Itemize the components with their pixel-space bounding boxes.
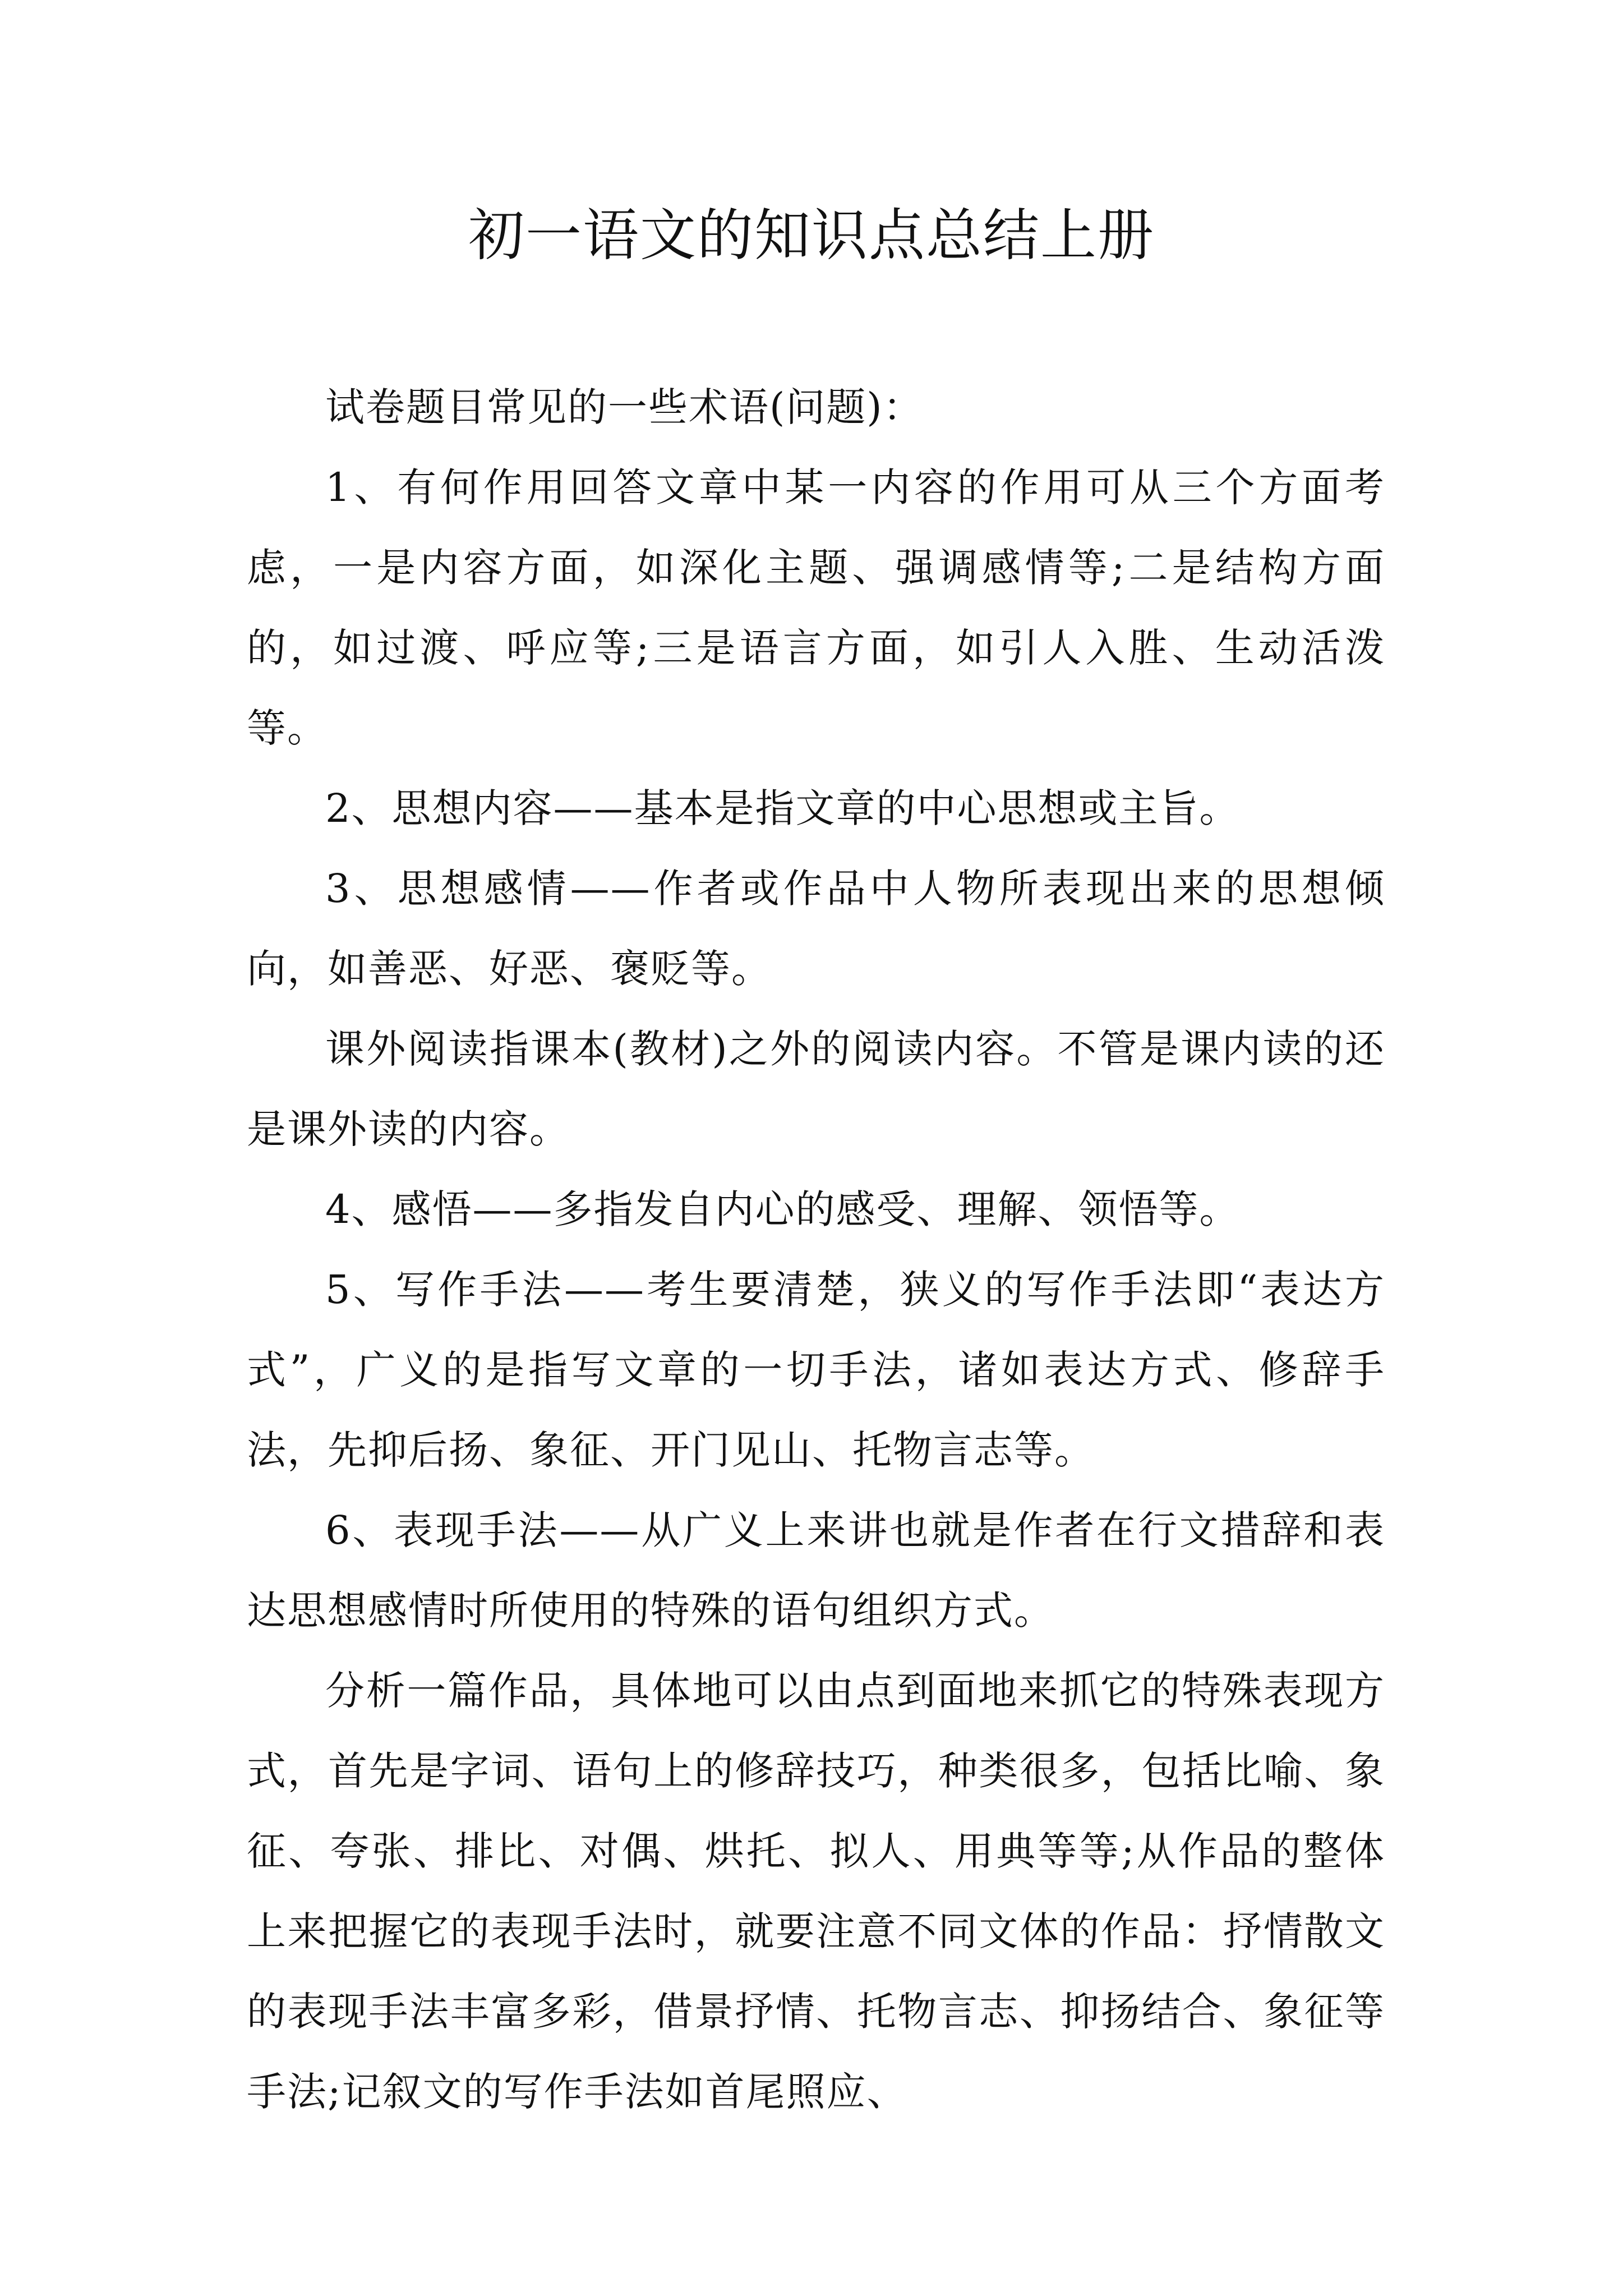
paragraph: 5、写作手法——考生要清楚，狭义的写作手法即“表达方式”，广义的是指写文章的一切手法，诸如表达方式、修辞手法，先抑后扬、象征、开门见山、托物言志等。 bbox=[247, 1267, 1385, 1473]
paragraph: 6、表现手法——从广义上来讲也就是作者在行文措辞和表达思想感情时所使用的特殊的语句组织方式。 bbox=[247, 1507, 1385, 1634]
paragraph: 分析一篇作品，具体地可以由点到面地来抓它的特殊表现方式，首先是字词、语句上的修辞技巧，种类很多，包括比喻、象征、夸张、排比、对偶、烘托、拟人、用典等等;从作品的整体上来把握它的表现手法时，就要注意不同文体的作品：抒情散文的表现手法丰富多彩，借景抒情、托物言志、抑扬结合、象征等手法;记叙文的写作手法如首尾照应、 bbox=[247, 1668, 1385, 2115]
paragraph: 4、感悟——多指发自内心的感受、理解、领悟等。 bbox=[325, 1186, 1240, 1232]
paragraph: 1、有何作用回答文章中某一内容的作用可从三个方面考虑，一是内容方面，如深化主题、强调感情等;二是结构方面的，如过渡、呼应等;三是语言方面，如引人入胜、生动活泼等。 bbox=[247, 464, 1385, 751]
paragraph: 试卷题目常见的一些术语(问题)： bbox=[325, 384, 924, 430]
paragraph: 2、思想内容——基本是指文章的中心思想或主旨。 bbox=[325, 785, 1240, 831]
document-body bbox=[247, 367, 1385, 2132]
paragraph: 课外阅读指课本(教材)之外的阅读内容。不管是课内读的还是课外读的内容。 bbox=[247, 1026, 1385, 1152]
page-title: 初一语文的知识点总结上册 bbox=[468, 203, 1155, 268]
paragraph: 3、思想感情——作者或作品中人物所表现出来的思想倾向，如善恶、好恶、褒贬等。 bbox=[247, 866, 1385, 992]
